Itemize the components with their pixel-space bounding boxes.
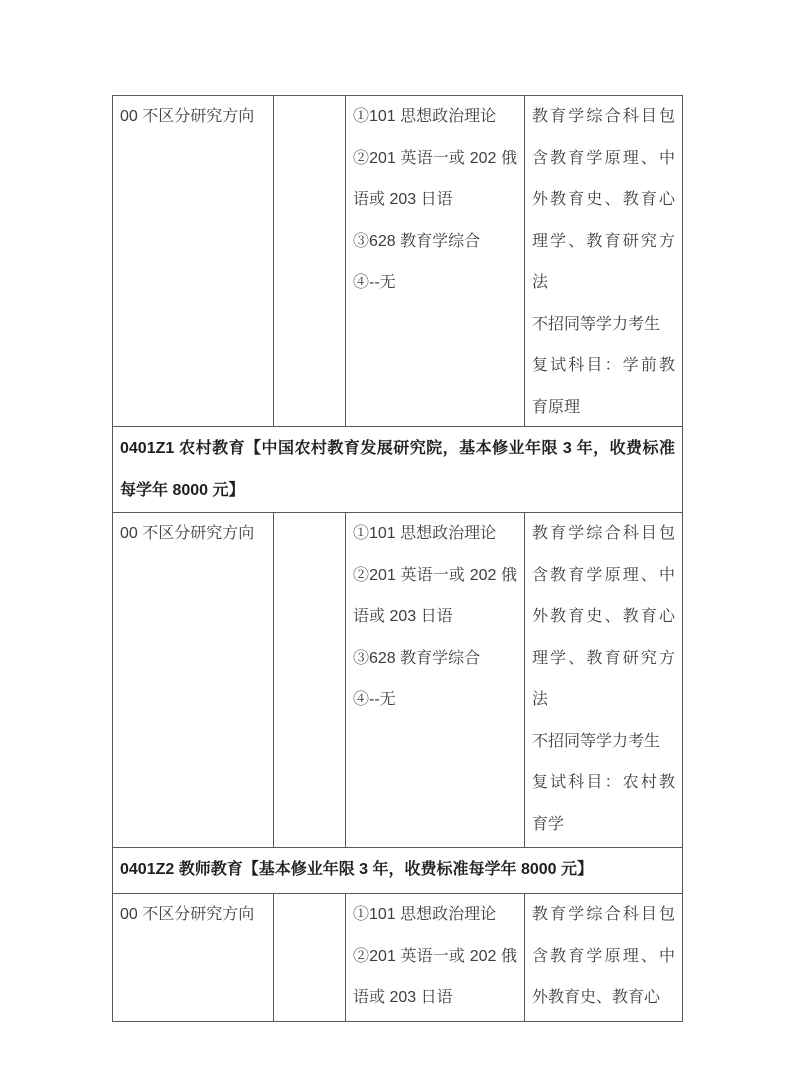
subject-item: ③628 教育学综合 [353, 649, 481, 667]
research-direction-text: 00 不区分研究方向 [120, 906, 255, 923]
section-header-row [113, 848, 683, 894]
subject-item: ②201 英语一或 202 俄语或 203 日语 [353, 947, 517, 1006]
section-header-text: 0401Z2 教师教育【基本修业年限 3 年，收费标准每学年 8000 元】 [120, 861, 593, 878]
research-direction-cell [113, 894, 274, 1022]
subject-item: ④--无 [353, 274, 396, 291]
section-header-text: 0401Z1 农村教育【中国农村教育发展研究院，基本修业年限 3 年，收费标准每学年 8000 元】 [120, 440, 675, 499]
subject-item: ①101 思想政治理论 [353, 906, 497, 923]
subject-item: ①101 思想政治理论 [353, 525, 497, 542]
research-direction-cell [113, 96, 274, 427]
subject-item: ②201 英语一或 202 俄语或 203 日语 [353, 149, 517, 208]
subject-item: ②201 英语一或 202 俄语或 203 日语 [353, 566, 517, 625]
research-direction-cell [113, 513, 274, 848]
remark-item: 不招同等学力考生 [532, 315, 661, 333]
research-direction-text: 00 不区分研究方向 [120, 525, 255, 542]
remark-item: 教育学综合科目包含教育学原理、中外教育史、教育心理学、教育研究方法 [532, 525, 675, 708]
remark-item: 不招同等学力考生 [532, 732, 661, 750]
subject-item: ③628 教育学综合 [353, 232, 481, 250]
remark-item: 复试科目：农村教育学 [532, 774, 675, 833]
admissions-table [112, 95, 683, 1022]
exam-subjects-cell [346, 96, 525, 427]
table-row [113, 513, 683, 848]
exam-subjects-cell [346, 894, 525, 1022]
remarks-cell [525, 96, 683, 427]
exam-subjects-cell [346, 513, 525, 848]
enrollment-cell [274, 96, 346, 427]
subject-item: ④--无 [353, 691, 396, 708]
section-header-row [113, 427, 683, 513]
remark-item: 教育学综合科目包含教育学原理、中外教育史、教育心理学、教育研究方法 [532, 108, 675, 291]
section-header-cell [113, 427, 683, 513]
remarks-cell [525, 894, 683, 1022]
table-row [113, 894, 683, 1022]
table-row [113, 96, 683, 427]
remarks-cell [525, 513, 683, 848]
enrollment-cell [274, 894, 346, 1022]
remark-item: 教育学综合科目包含教育学原理、中外教育史、教育心 [532, 906, 675, 1006]
section-header-cell [113, 848, 683, 894]
research-direction-text: 00 不区分研究方向 [120, 108, 255, 125]
subject-item: ①101 思想政治理论 [353, 108, 497, 125]
enrollment-cell [274, 513, 346, 848]
remark-item: 复试科目：学前教育原理 [532, 357, 675, 416]
